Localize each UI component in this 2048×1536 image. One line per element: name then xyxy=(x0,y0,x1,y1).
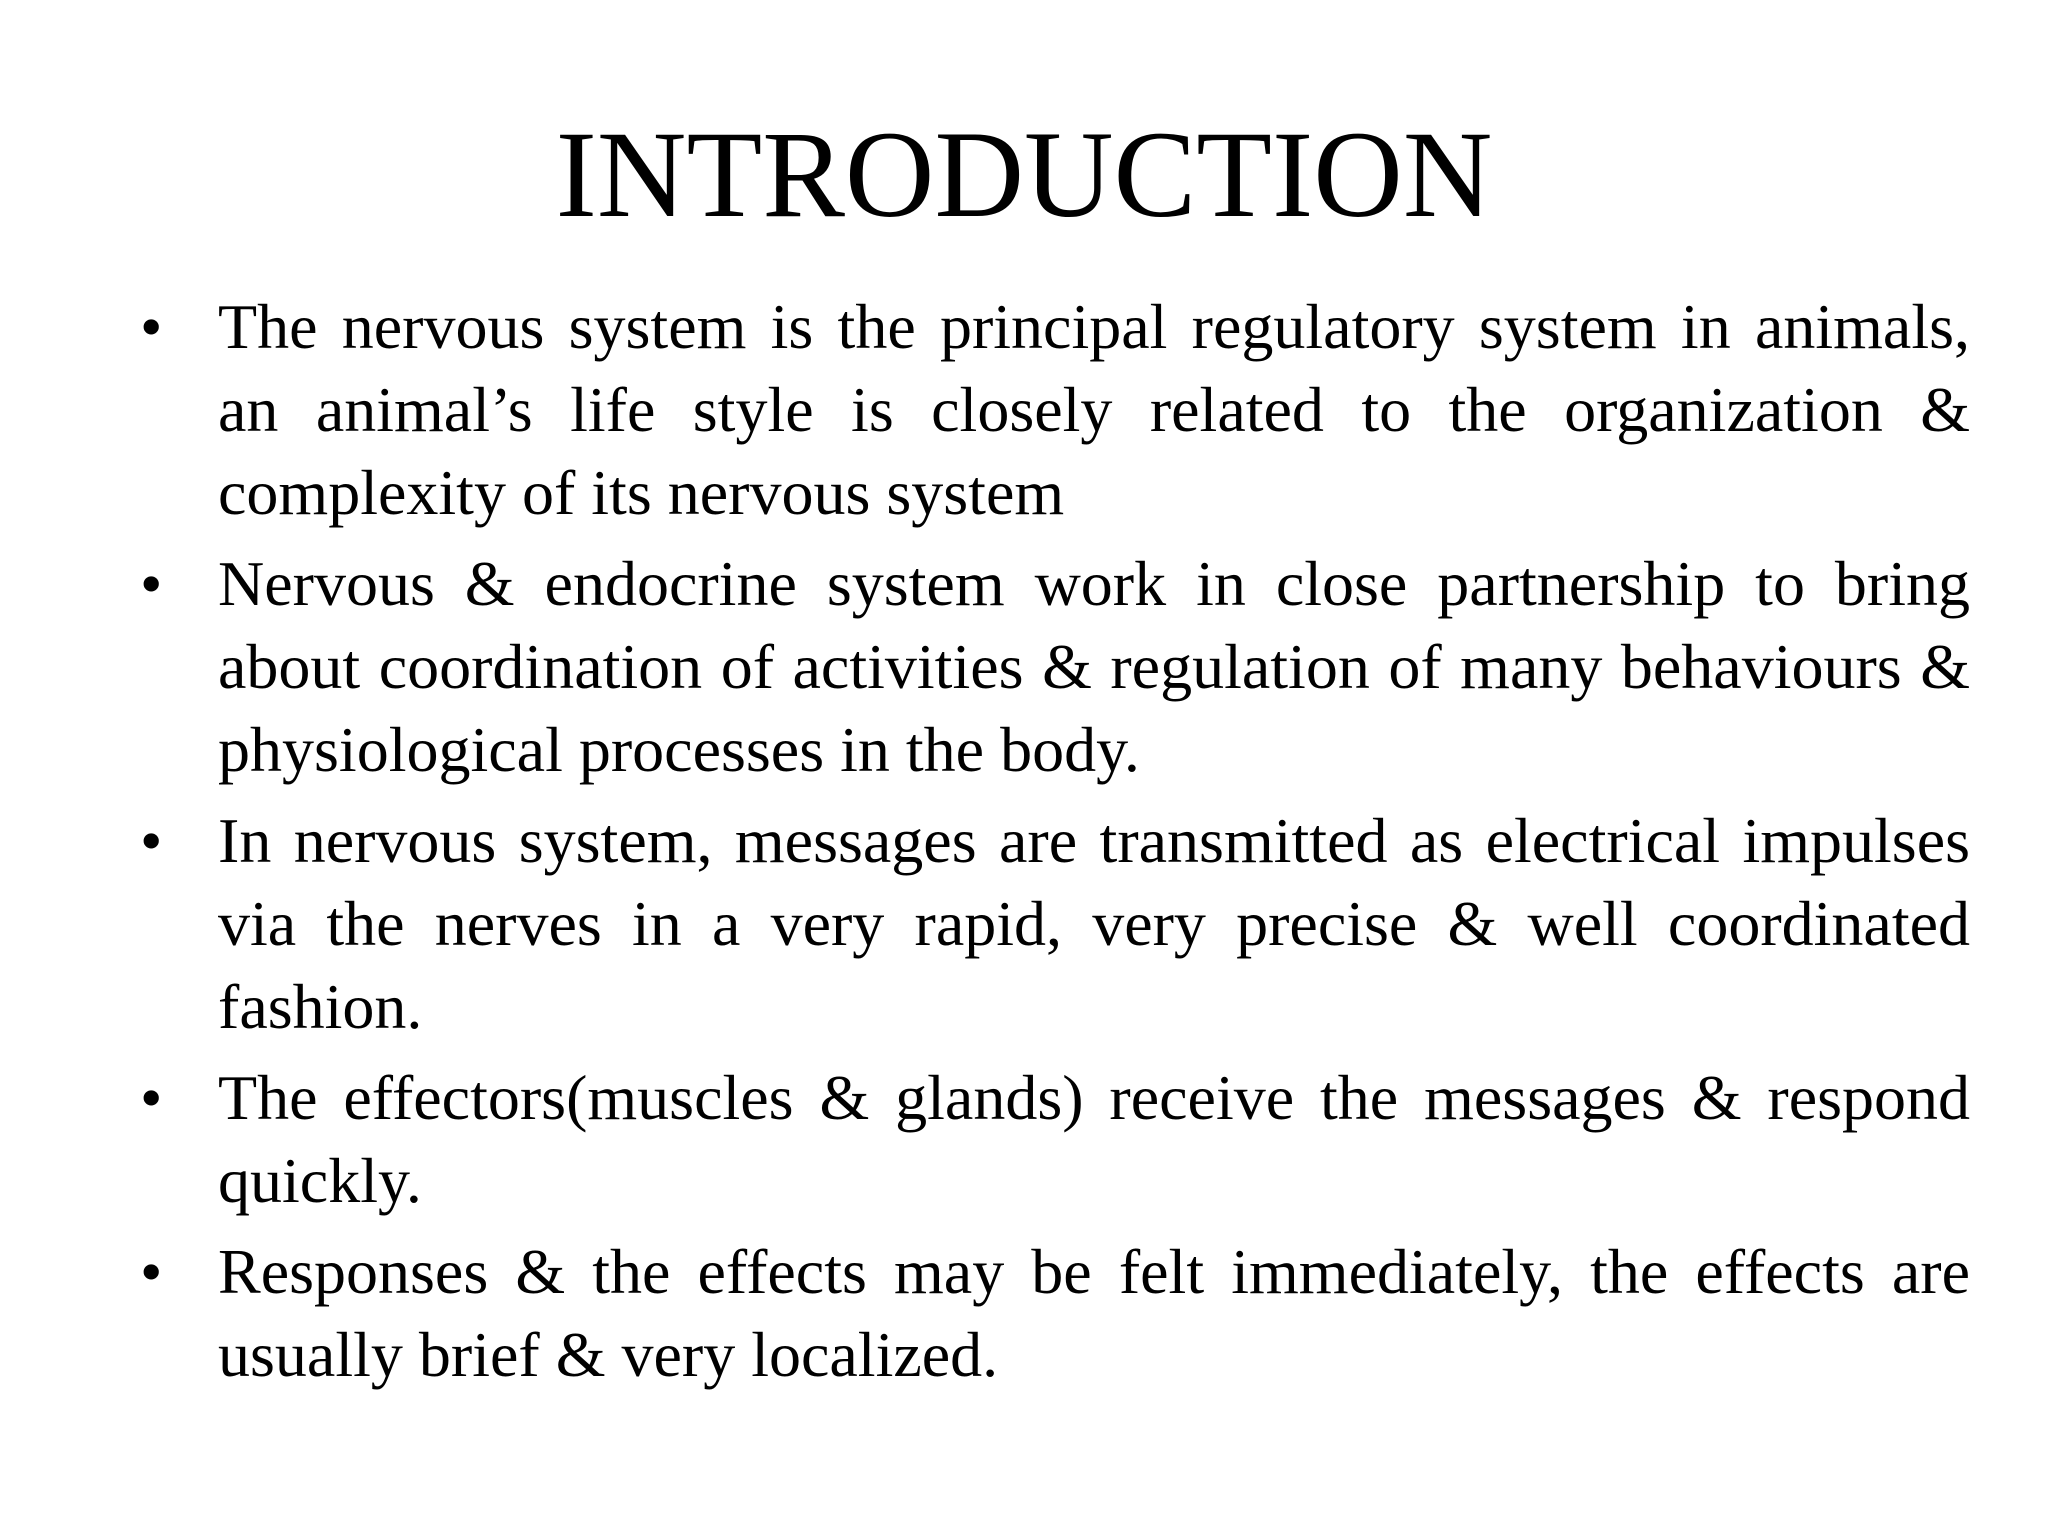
bullet-icon: • xyxy=(140,1236,163,1307)
bullet-icon: • xyxy=(140,291,163,362)
bullet-text: Responses & the effects may be felt immediately, the effects are usually brief & very localized. xyxy=(218,1236,1970,1390)
bullet-list xyxy=(140,285,1970,1404)
slide-title: INTRODUCTION xyxy=(555,106,1493,243)
bullet-icon: • xyxy=(140,805,163,876)
bullet-item-1 xyxy=(140,285,1970,534)
bullet-item-3 xyxy=(140,799,1970,1048)
bullet-icon: • xyxy=(140,548,163,619)
bullet-text: Nervous & endocrine system work in close partnership to bring about coordination of activities & regulation of many behaviours & physiological processes in the body. xyxy=(218,548,1970,785)
bullet-item-2 xyxy=(140,542,1970,791)
bullet-text: The nervous system is the principal regulatory system in animals, an animal’s life style is closely related to the organization & complexity of its nervous system xyxy=(218,291,1970,528)
bullet-text: The effectors(muscles & glands) receive the messages & respond quickly. xyxy=(218,1062,1970,1216)
bullet-item-4 xyxy=(140,1056,1970,1222)
bullet-text: In nervous system, messages are transmitted as electrical impulses via the nerves in a very rapid, very precise & well coordinated fashion. xyxy=(218,805,1970,1042)
bullet-item-5 xyxy=(140,1230,1970,1396)
bullet-icon: • xyxy=(140,1062,163,1133)
